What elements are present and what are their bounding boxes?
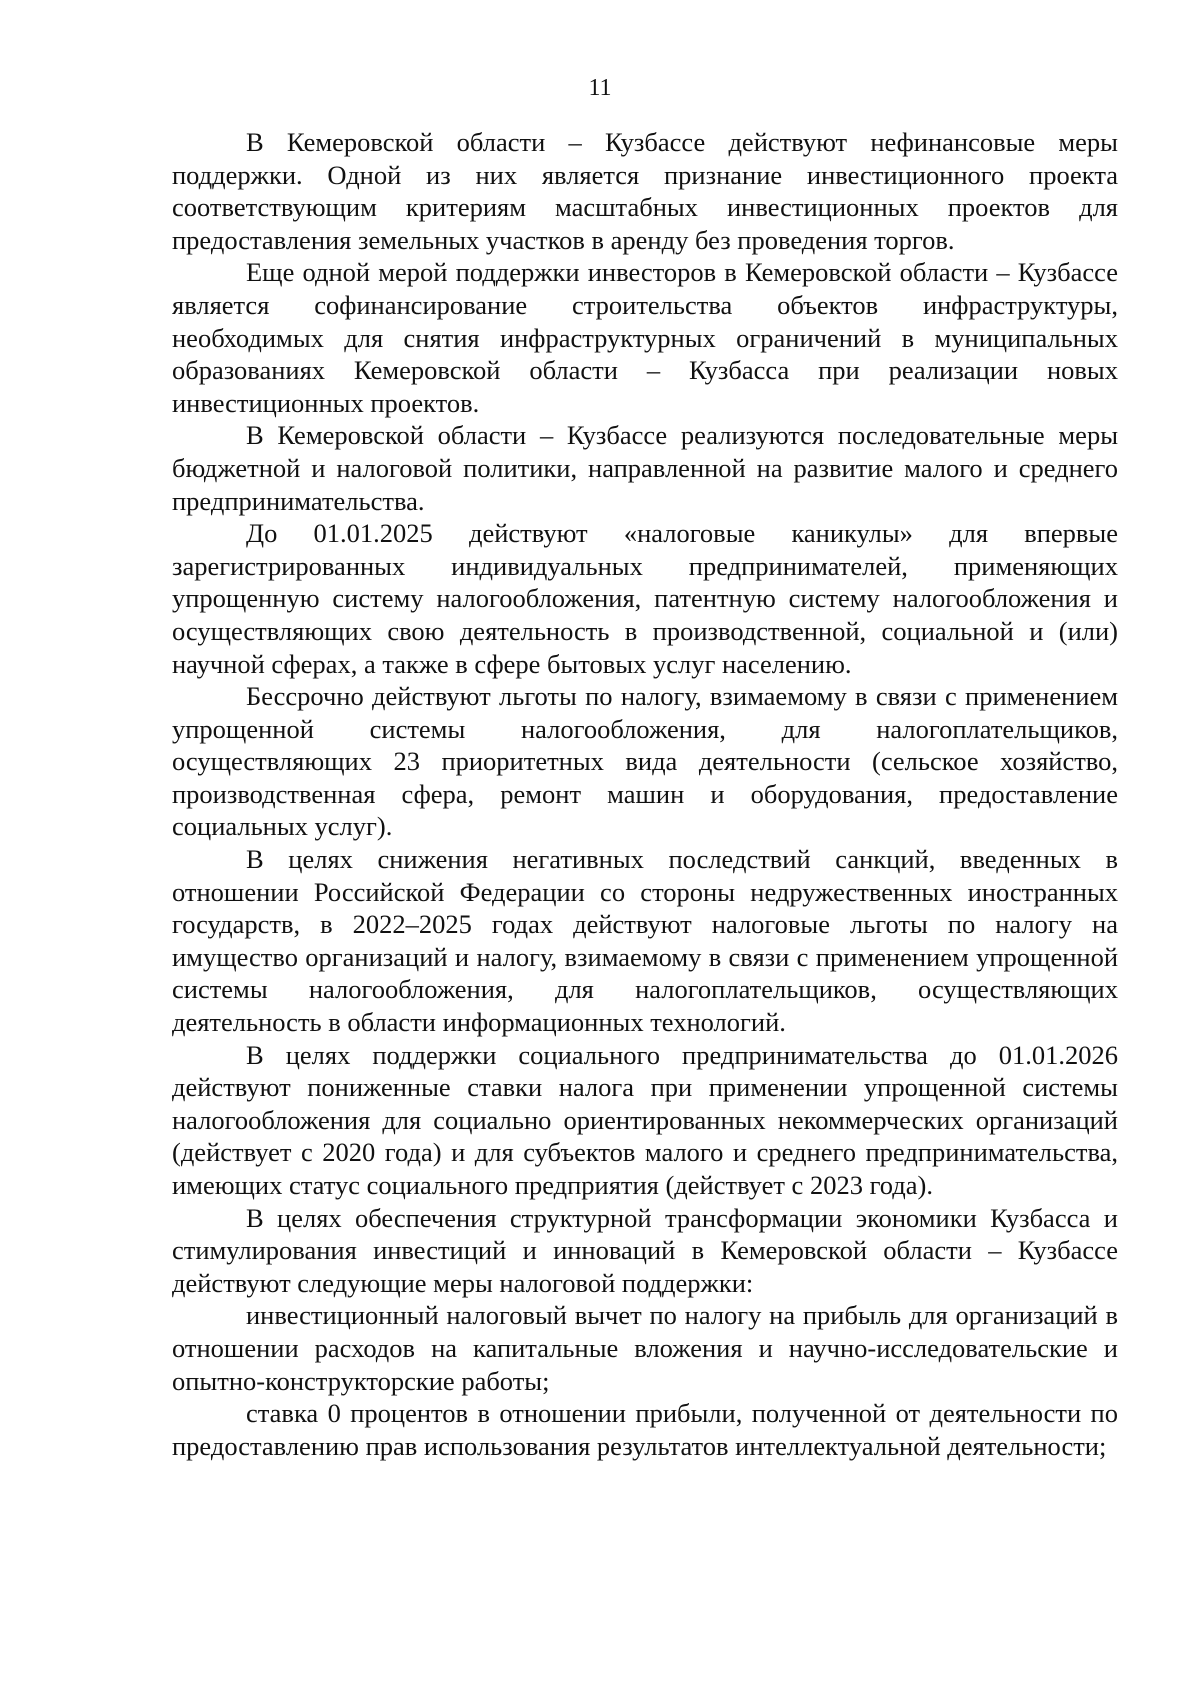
paragraph: В целях обеспечения структурной трансформации экономики Кузбасса и стимулирования инвестиций и инноваций в Кемеровской области – Кузбассе действуют следующие меры налоговой поддержки: — [172, 1202, 1118, 1298]
paragraph: В целях снижения негативных последствий санкций, введенных в отношении Российской Федерации со стороны недружественных иностранных государств, в 2022–2025 годах действуют налоговые льготы по налогу на имущество организаций и налогу, взимаемому в связи с применением упрощенной системы налогообложения, для налогоплательщиков, осуществляющих деятельность в области информационных технологий. — [172, 844, 1118, 1038]
page-number: 11 — [588, 75, 612, 101]
paragraph: В Кемеровской области – Кузбассе реализуются последовательные меры бюджетной и налоговой политики, направленной на развитие малого и среднего предпринимательства. — [172, 420, 1118, 516]
paragraph: Бессрочно действуют льготы по налогу, взимаемому в связи с применением упрощенной системы налогообложения, для налогоплательщиков, осуществляющих 23 приоритетных вида деятельности (сельское хозяйство, производственная сфера, ремонт машин и оборудования, предоставление социальных услуг). — [172, 681, 1118, 842]
paragraph: До 01.01.2025 действуют «налоговые каникулы» для впервые зарегистрированных индивидуальных предпринимателей, применяющих упрощенную систему налогообложения, патентную систему налогообложения и осуществляющих свою деятельность в производственной, социальной и (или) научной сферах, а также в сфере бытовых услуг населению. — [172, 518, 1118, 679]
paragraph: В Кемеровской области – Кузбассе действуют нефинансовые меры поддержки. Одной из них является признание инвестиционного проекта соответствующим критериям масштабных инвестиционных проектов для предоставления земельных участков в аренду без проведения торгов. — [172, 127, 1118, 255]
list-item: инвестиционный налоговый вычет по налогу на прибыль для организаций в отношении расходов на капитальные вложения и научно-исследовательские и опытно-конструкторские работы; — [172, 1300, 1118, 1396]
paragraph: В целях поддержки социального предпринимательства до 01.01.2026 действуют пониженные ставки налога при применении упрощенной системы налогообложения для социально ориентированных некоммерческих организаций (действует с 2020 года) и для субъектов малого и среднего предпринимательства, имеющих статус социального предприятия (действует с 2023 года). — [172, 1039, 1118, 1200]
document-body — [172, 126, 1118, 1462]
paragraph: Еще одной мерой поддержки инвесторов в Кемеровской области – Кузбассе является софинансирование строительства объектов инфраструктуры, необходимых для снятия инфраструктурных ограничений в муниципальных образованиях Кемеровской области – Кузбасса при реализации новых инвестиционных проектов. — [172, 257, 1118, 418]
list-item: ставка 0 процентов в отношении прибыли, полученной от деятельности по предоставлению прав использования результатов интеллектуальной деятельности; — [172, 1398, 1118, 1461]
